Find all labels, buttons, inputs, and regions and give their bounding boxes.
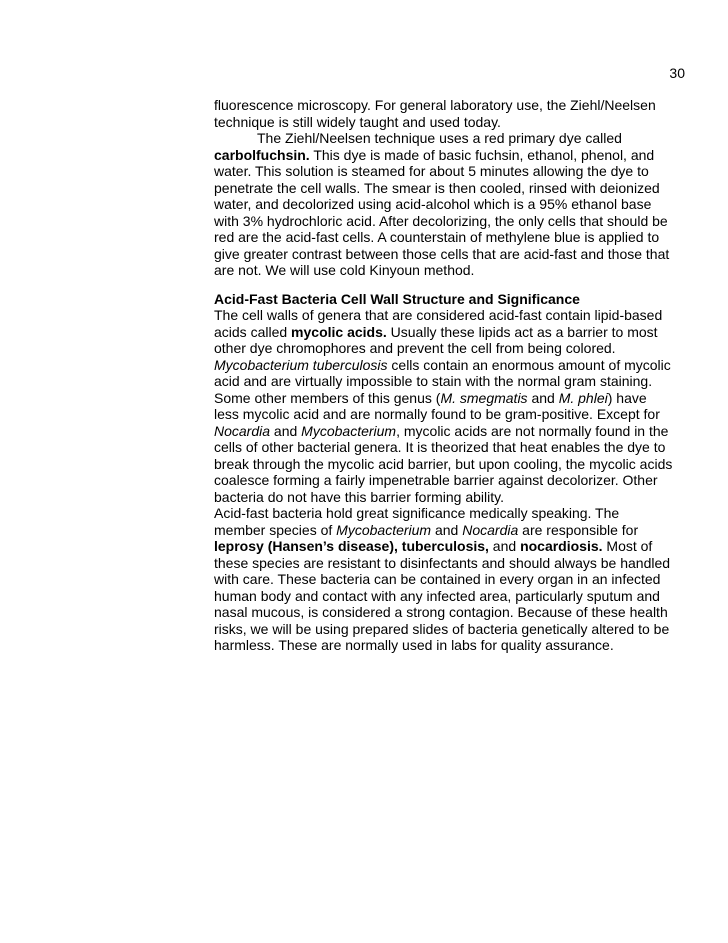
text-line: The Ziehl/Neelsen technique uses a red primary dye called [257, 130, 622, 146]
page-number: 30 [669, 65, 685, 81]
paragraph-gap [214, 279, 694, 291]
text-run: and [431, 521, 463, 538]
text-run: and [270, 422, 302, 439]
text-line: less mycolic acid and are normally found to be gram-positive. Except for [214, 406, 660, 422]
text-line [214, 390, 694, 407]
text-line: Acid-fast bacteria hold great significance medically speaking. The [214, 505, 620, 521]
section-heading [214, 291, 694, 308]
text-line: water. This solution is steamed for about 5 minutes allowing the dye to [214, 163, 649, 179]
text-line: these species are resistant to disinfectants and should always be handled [214, 554, 671, 571]
text-run: and [527, 389, 559, 406]
text-run: member species of [214, 521, 337, 538]
text-line: with care. These bacteria can be contained in every organ in an infected [214, 571, 661, 587]
genus-name: Nocardia [462, 521, 519, 538]
text-line: coalesce forming a fairly impenetrable barrier against decolorizer. Other [214, 472, 658, 488]
text-line [214, 522, 694, 539]
disease-names: leprosy (Hansen’s disease), tuberculosis, [214, 538, 489, 554]
text-line [214, 147, 694, 164]
text-line: acid and are virtually impossible to stain with the normal gram staining. [214, 373, 653, 389]
text-line: with 3% hydrochloric acid. After decolorizing, the only cells that should be [214, 212, 668, 229]
text-run: are responsible for [518, 521, 639, 538]
text-line: risks, we will be using prepared slides of bacteria genetically altered to be [214, 620, 670, 637]
text-line [214, 324, 694, 341]
text-run: cells contain an enormous amount of mycolic [387, 356, 671, 373]
text-line: The cell walls of genera that are considered acid-fast contain lipid-based [214, 307, 663, 323]
body-text [214, 97, 694, 654]
text-line: break through the mycolic acid barrier, but upon cooling, the mycolic acids [214, 455, 673, 472]
text-run: , mycolic acids are not normally found in the [396, 422, 669, 439]
text-run: Some other members of this genus ( [214, 389, 441, 406]
text-run: acids called [214, 323, 292, 340]
text-line: other dye chromophores and prevent the cell from being colored. [214, 340, 616, 356]
genus-name: Mycobacterium [301, 422, 397, 439]
text-line: human body and contact with any infected area, particularly sputum and [214, 587, 660, 604]
text-line [214, 357, 694, 374]
text-line: nasal mucous, is considered a strong contagion. Because of these health [214, 604, 668, 620]
species-name: Mycobacterium tuberculosis [214, 356, 388, 373]
species-name: M. phlei [558, 389, 608, 406]
genus-name: Mycobacterium [336, 521, 432, 538]
text-line: technique is still widely taught and used today. [214, 113, 501, 130]
text-line [214, 538, 694, 555]
text-line: bacteria do not have this barrier forming ability. [214, 488, 504, 505]
text-run: ) have [607, 389, 647, 406]
text-run: Most of [602, 538, 653, 554]
text-run: and [488, 538, 521, 554]
section-heading-text: Acid-Fast Bacteria Cell Wall Structure and Significance [214, 290, 580, 307]
term-mycolic-acids: mycolic acids. [291, 323, 387, 340]
text-line: fluorescence microscopy. For general laboratory use, the Ziehl/Neelsen [214, 97, 656, 113]
text-run: Usually these lipids act as a barrier to most [386, 323, 658, 340]
text-line: penetrate the cell walls. The smear is then cooled, rinsed with deionized [214, 179, 660, 196]
text-line: red are the acid-fast cells. A counterstain of methylene blue is applied to [214, 229, 660, 245]
text-line: water, and decolorized using acid-alcohol which is a 95% ethanol base [214, 196, 652, 212]
text-line: give greater contrast between those cells that are acid-fast and those that [214, 245, 670, 262]
text-line: cells of other bacterial genera. It is theorized that heat enables the dye to [214, 439, 666, 455]
genus-name: Nocardia [214, 422, 271, 439]
term-carbolfuchsin: carbolfuchsin. [214, 146, 310, 163]
text-line [214, 423, 694, 440]
text-line: harmless. These are normally used in labs for quality assurance. [214, 637, 614, 653]
text-run: This dye is made of basic fuchsin, ethanol, phenol, and [309, 146, 655, 163]
species-name: M. smegmatis [440, 389, 528, 406]
disease-name: nocardiosis. [520, 538, 603, 554]
text-line: are not. We will use cold Kinyoun method. [214, 262, 475, 278]
